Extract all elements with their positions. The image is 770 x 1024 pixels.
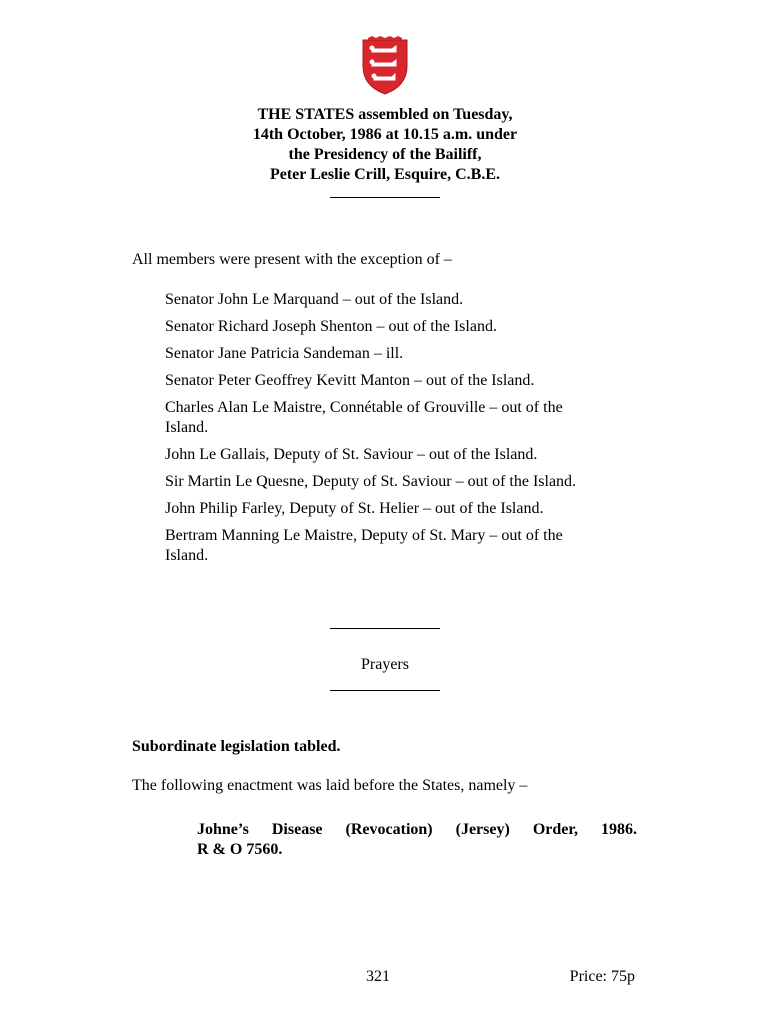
enactment-line-2: R & O 7560. <box>197 841 283 858</box>
document-heading <box>180 105 590 198</box>
absentee-item: Bertram Manning Le Maistre, Deputy of St. Mary – out of the Island. <box>165 527 563 564</box>
absentee-item: Senator Peter Geoffrey Kevitt Manton – out of the Island. <box>165 372 535 389</box>
price-label: Price: 75p <box>569 968 635 985</box>
absentee-item: Senator John Le Marquand – out of the Island. <box>165 291 464 308</box>
absentee-item: Sir Martin Le Quesne, Deputy of St. Saviour – out of the Island. <box>165 473 577 490</box>
jersey-coat-of-arms-icon <box>360 36 410 96</box>
heading-rule <box>330 197 440 198</box>
section-divider-bottom <box>180 690 590 691</box>
absentee-list <box>165 290 605 573</box>
absentee-item: Senator Richard Joseph Shenton – out of the Island. <box>165 318 497 335</box>
enactment-line-1: Johne’s Disease (Revocation) (Jersey) Order, 1986. <box>197 821 637 838</box>
absence-intro: All members were present with the exception of – <box>132 251 452 268</box>
enactment-title <box>197 820 637 860</box>
enactment-intro: The following enactment was laid before the States, namely – <box>132 777 528 794</box>
heading-line-4: Peter Leslie Crill, Esquire, C.B.E. <box>269 166 501 183</box>
absentee-item: Charles Alan Le Maistre, Connétable of Grouville – out of the Island. <box>165 399 563 436</box>
absentee-item: John Le Gallais, Deputy of St. Saviour – out of the Island. <box>165 446 538 463</box>
absentee-item: John Philip Farley, Deputy of St. Helier – out of the Island. <box>165 500 544 517</box>
section-title: Subordinate legislation tabled. <box>132 738 341 755</box>
section-divider-top <box>180 628 590 629</box>
heading-line-2: 14th October, 1986 at 10.15 a.m. under <box>252 126 518 143</box>
absentee-item: Senator Jane Patricia Sandeman – ill. <box>165 345 404 362</box>
prayers-heading: Prayers <box>361 656 409 673</box>
heading-line-3: the Presidency of the Bailiff, <box>288 146 482 163</box>
page-number: 321 <box>366 968 390 985</box>
heading-line-1: THE STATES assembled on Tuesday, <box>257 106 513 123</box>
